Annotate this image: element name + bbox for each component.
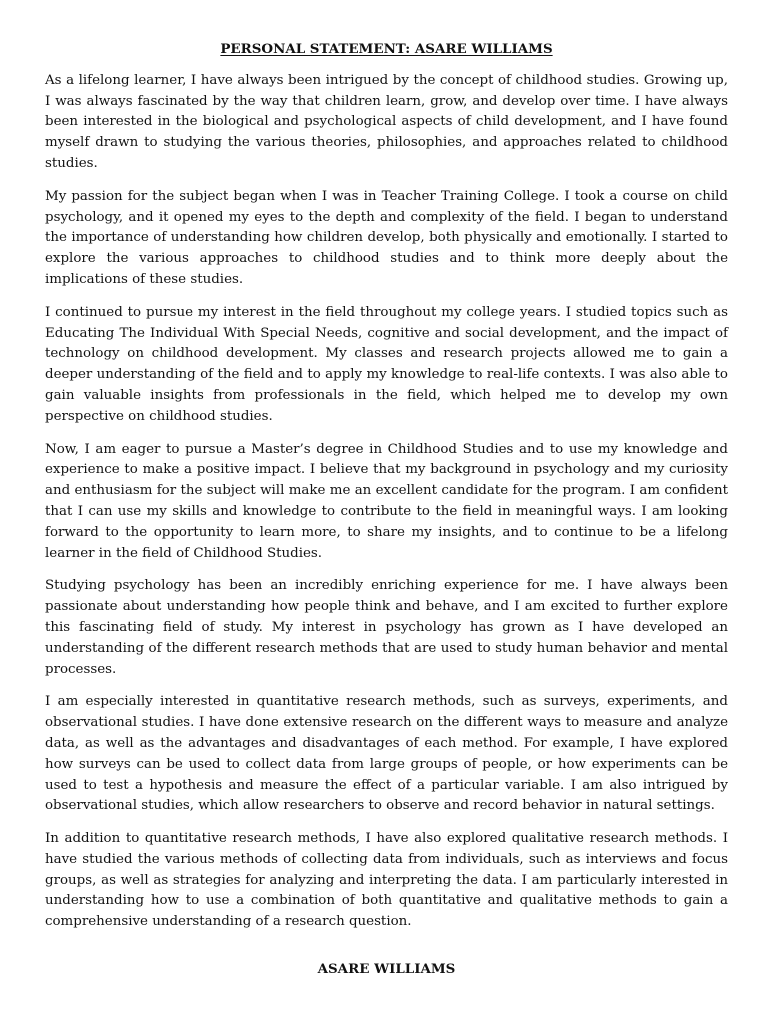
paragraph-4: Now, I am eager to pursue a Master’s degree in Childhood Studies and to use my knowledge and experience to make a positive impact. I believe that my background in psychology and my curiosity and enthusiasm for the subject will make me an excellent candidate for the program. I am confident that I can use my skills and knowledge to contribute to the field in meaningful ways. I am looking forward to the opportunity to learn more, to share my insights, and to continue to be a lifelong learner in the field of Childhood Studies. <box>45 441 728 561</box>
paragraph-2: My passion for the subject began when I was in Teacher Training College. I took a course on child psychology, and it opened my eyes to the depth and complexity of the field. I began to understand the importance of understanding how children develop, both physically and emotionally. I started to explore the various approaches to childhood studies and to think more deeply about the implications of these studies. <box>45 188 728 287</box>
paragraph-1: As a lifelong learner, I have always been intrigued by the concept of childhood studies. Growing up, I was always fascinated by the way that children learn, grow, and develop over time. I have always been interested in the biological and psychological aspects of child development, and I have found myself drawn to studying the various theories, philosophies, and approaches related to childhood studies. <box>45 72 728 171</box>
paragraph-3: I continued to pursue my interest in the field throughout my college years. I studied topics such as Educating The Individual With Special Needs, cognitive and social development, and the impact of technology on childhood development. My classes and research projects allowed me to gain a deeper understanding of the field and to apply my knowledge to real-life contexts. I was also able to gain valuable insights from professionals in the field, which helped me to develop my own perspective on childhood studies. <box>45 304 728 424</box>
paragraph-5: Studying psychology has been an incredibly enriching experience for me. I have always been passionate about understanding how people think and behave, and I am excited to further explore this fascinating field of study. My interest in psychology has grown as I have developed an understanding of the different research methods that are used to study human behavior and mental processes. <box>45 578 728 677</box>
document-title: PERSONAL STATEMENT: ASARE WILLIAMS <box>220 41 553 57</box>
document-page <box>45 39 728 977</box>
signature-name: ASARE WILLIAMS <box>317 961 456 977</box>
paragraph-6: I am especially interested in quantitative research methods, such as surveys, experiments, and observational studies. I have done extensive research on the different ways to measure and analyze data, as well as the advantages and disadvantages of each method. For example, I have explored how surveys can be used to collect data from large groups of people, or how experiments can be used to test a hypothesis and measure the effect of a particular variable. I am also intrigued by observational studies, which allow researchers to observe and record behavior in natural settings. <box>45 694 728 814</box>
paragraph-7: In addition to quantitative research methods, I have also explored qualitative research methods. I have studied the various methods of collecting data from individuals, such as interviews and focus groups, as well as strategies for analyzing and interpreting the data. I am particularly interested in understanding how to use a combination of both quantitative and qualitative methods to gain a comprehensive understanding of a research question. <box>45 831 728 930</box>
